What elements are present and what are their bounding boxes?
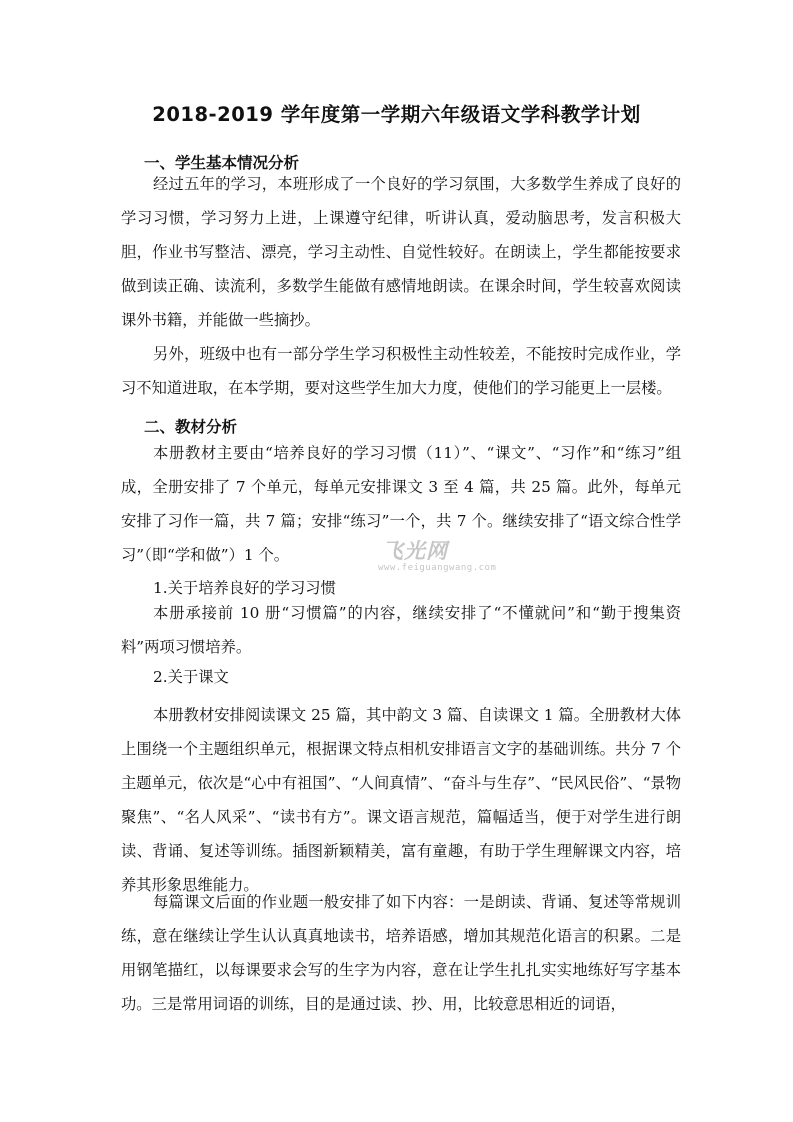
section-heading-textbook-analysis: 二、教材分析 (144, 418, 238, 436)
subheading-learning-habits: 1.关于培养良好的学习习惯 (153, 579, 336, 597)
document-title: 2018-2019 学年度第一学期六年级语文学科教学计划 (152, 103, 641, 126)
watermark (378, 535, 497, 583)
watermark-url: www.feiguangwang.com (378, 563, 497, 573)
watermark-logo: 飞光网 (382, 539, 448, 563)
paragraph-texts: 本册教材安排阅读课文 25 篇，其中韵文 3 篇、自读课文 1 篇。全册教材大体上围绕一个主题组织单元，根据课文特点相机安排语言文字的基础训练。共分 7 个主题单元，依次是“心中有祖国”、“人间真情”、“奋斗与生存”、“民风民俗”、“景物聚焦”、“名人风采”、“读书有方”。课文语言规范，篇幅适当，便于对学生进行朗读、背诵、复述等训练。插图新颖精美，富有童趣，有助于学生理解课文内容，培养其形象思维能力。 (121, 706, 681, 894)
subheading-texts: 2.关于课文 (153, 668, 229, 686)
paragraph-homework: 每篇课文后面的作业题一般安排了如下内容：一是朗读、背诵、复述等常规训练，意在继续让学生认认真真地读书，培养语感，增加其规范化语言的积累。二是用钢笔描红，以每课要求会写的生字为内容，意在让学生扎扎实实地练好写字基本功。三是常用词语的训练，目的是通过读、抄、用，比较意思相近的词语， (121, 893, 681, 1013)
paragraph-student-analysis: 经过五年的学习，本班形成了一个良好的学习氛围，大多数学生养成了良好的学习习惯，学习努力上进，上课遵守纪律，听讲认真，爱动脑思考，发言积极大胆，作业书写整洁、漂亮，学习主动性、自觉性较好。在朗读上，学生都能按要求做到读正确、读流利，多数学生能做有感情地朗读。在课余时间，学生较喜欢阅读课外书籍，并能做一些摘抄。 (121, 175, 681, 329)
paragraph-student-analysis-extra: 另外，班级中也有一部分学生学习积极性主动性较差，不能按时完成作业，学习不知道进取，在本学期，要对这些学生加大力度，使他们的学习能更上一层楼。 (121, 345, 681, 397)
section-heading-student-analysis: 一、学生基本情况分析 (144, 154, 300, 172)
paragraph-learning-habits: 本册承接前 10 册“习惯篇”的内容，继续安排了“不懂就问”和“勤于搜集资料”两项习惯培养。 (121, 604, 681, 656)
paragraph-textbook-intro: 本册教材主要由“培养良好的学习习惯（11）”、“课文”、“习作”和“练习”组成，全册安排了 7 个单元，每单元安排课文 3 至 4 篇，共 25 篇。此外，每单元安排了习作一篇，共 7 篇；安排“练习”一个，共 7 个。继续安排了“语文综合性学习”（即“学和做”）1 个。 (121, 444, 681, 564)
